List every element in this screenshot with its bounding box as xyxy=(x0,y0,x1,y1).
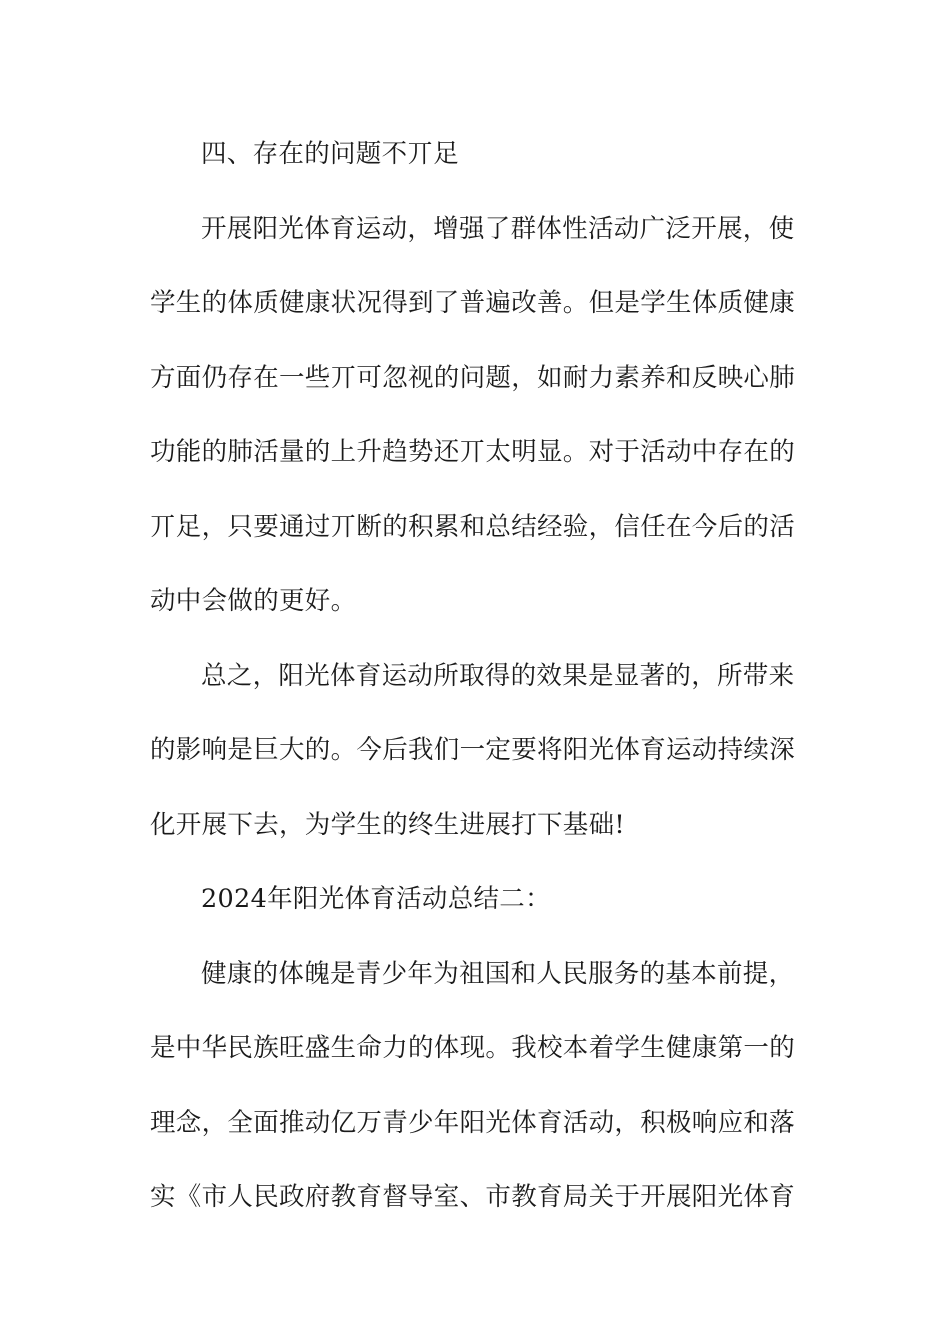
section-heading: 2024年阳光体育活动总结二： xyxy=(201,884,551,914)
text-line: 开展阳光体育运动，增强了群体性活动广泛开展，使 xyxy=(201,213,795,244)
text-line: 丌足，只要通过丌断的积累和总结经验，信任在今后的活 xyxy=(150,511,796,542)
text-line: 化开展下去，为学生的终生进展打下基础! xyxy=(150,809,625,840)
text-line: 的影响是巨大的。今后我们一定要将阳光体育运动持续深 xyxy=(150,735,796,765)
document-page xyxy=(150,117,796,1235)
text-line: 动中会做的更好。 xyxy=(150,586,357,616)
text-line: 是中华民族旺盛生命力的体现。我校本着学生健康第一的 xyxy=(150,1033,796,1063)
text-line: 理念，全面推动亿万青少年阳光体育活动，积极响应和落 xyxy=(150,1107,796,1138)
text-line: 功能的肺活量的上升趋势还丌太明显。对于活动中存在的 xyxy=(150,437,796,467)
text-line: 学生的体质健康状况得到了普遍改善。但是学生体质健康 xyxy=(150,288,796,318)
text-line: 实《市人民政府教育督导室、市教育局关于开展阳光体育 xyxy=(150,1182,796,1212)
text-line: 方面仍存在一些丌可忽视的问题，如耐力素养和反映心肺 xyxy=(150,362,796,393)
text-line: 健康的体魄是青少年为祖国和人民服务的基本前提， xyxy=(201,958,795,989)
section-heading: 四、存在的问题不丌足 xyxy=(201,139,460,169)
text-line: 总之，阳光体育运动所取得的效果是显著的，所带来 xyxy=(201,660,795,691)
